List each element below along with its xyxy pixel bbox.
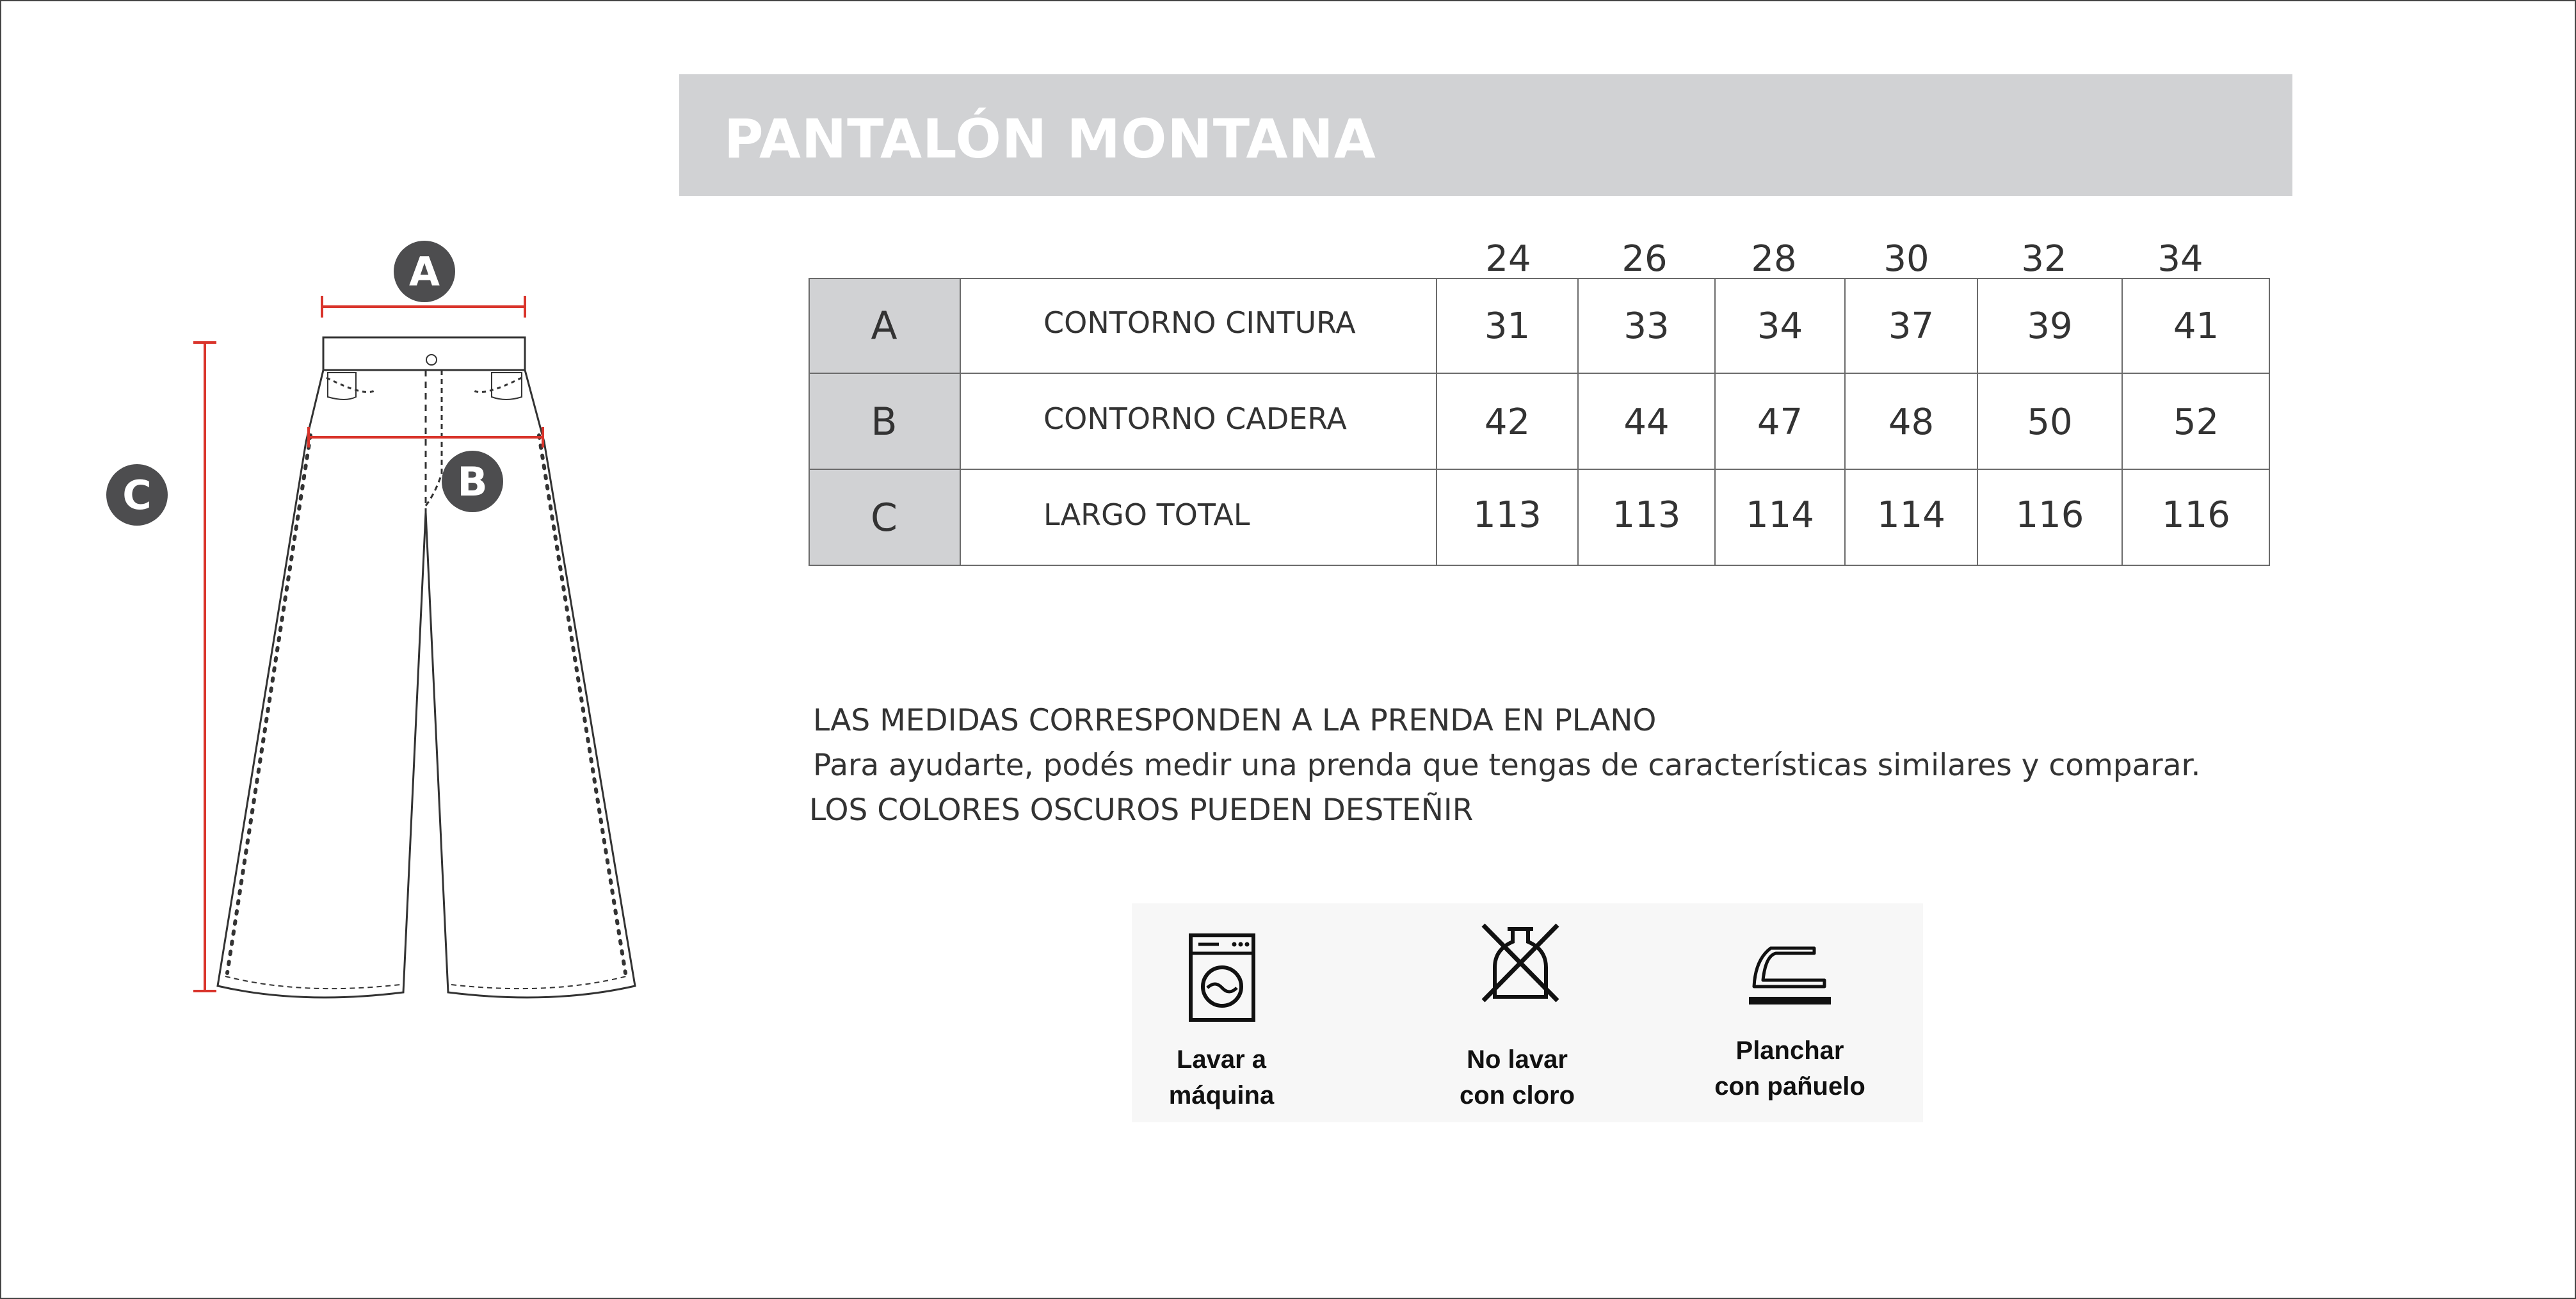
table-cell: 116 [2015,494,2084,536]
size-table [809,278,2270,566]
table-cell: 113 [1612,494,1681,536]
table-divider [1436,278,1437,566]
table-cell: 42 [1484,401,1531,443]
table-divider [2121,278,2123,566]
table-cell: 34 [1757,305,1803,347]
row-letter-c: C [809,470,960,566]
iron-icon [1745,942,1835,1012]
badge-a-letter: A [409,248,440,295]
table-divider [960,278,961,566]
table-cell: 39 [2027,305,2073,347]
care-label-line2: con pañuelo [1714,1072,1865,1101]
care-label-line1: Planchar [1735,1037,1844,1065]
no-bleach-icon [1476,921,1565,1005]
table-cell: 116 [2162,494,2230,536]
care-instructions [1132,903,1923,1122]
row-label-length: LARGO TOTAL [1043,497,1250,532]
care-label-line1: Lavar a [1176,1045,1267,1074]
table-cell: 31 [1484,305,1531,347]
row-label-waist: CONTORNO CINTURA [1043,305,1356,340]
table-cell: 52 [2173,401,2219,443]
row-letter-a: A [809,278,960,374]
care-label-line1: No lavar [1467,1045,1568,1074]
size-header: 24 [1485,238,1531,280]
table-cell: 114 [1877,494,1945,536]
care-label-line2: máquina [1168,1081,1275,1109]
table-divider [1977,278,1978,566]
row-label-hip: CONTORNO CADERA [1043,401,1347,436]
table-cell: 41 [2173,305,2219,347]
table-divider [809,373,2270,374]
title-banner [679,74,2292,196]
note-flat-measure: LAS MEDIDAS CORRESPONDEN A LA PRENDA EN PLANO [813,703,1657,738]
size-header: 32 [2021,238,2067,280]
pants-diagram [0,0,679,1088]
care-label-line2: con cloro [1459,1081,1575,1109]
note-fading: LOS COLORES OSCUROS PUEDEN DESTEÑIR [809,793,1474,828]
table-divider [1844,278,1846,566]
table-border [809,278,2270,566]
size-header: 26 [1622,238,1668,280]
table-cell: 50 [2027,401,2073,443]
table-cell: 114 [1746,494,1814,536]
table-divider [1714,278,1716,566]
table-cell: 37 [1888,305,1935,347]
badge-b-letter: B [457,458,488,505]
table-cell: 113 [1473,494,1542,536]
table-cell: 47 [1757,401,1803,443]
row-letter-b: B [809,374,960,470]
table-divider [1577,278,1579,566]
note-compare: Para ayudarte, podés medir una prenda que tengas de características similares y comparar. [813,748,2201,783]
size-header: 34 [2157,238,2203,280]
table-cell: 33 [1623,305,1670,347]
table-cell: 44 [1623,401,1670,443]
table-divider [809,469,2270,470]
size-header: 30 [1883,238,1929,280]
badge-c-letter: C [122,472,152,519]
washing-machine-icon [1187,929,1257,1025]
page-title: PANTALÓN MONTANA [724,108,1376,170]
table-cell: 48 [1888,401,1935,443]
size-header: 28 [1751,238,1797,280]
